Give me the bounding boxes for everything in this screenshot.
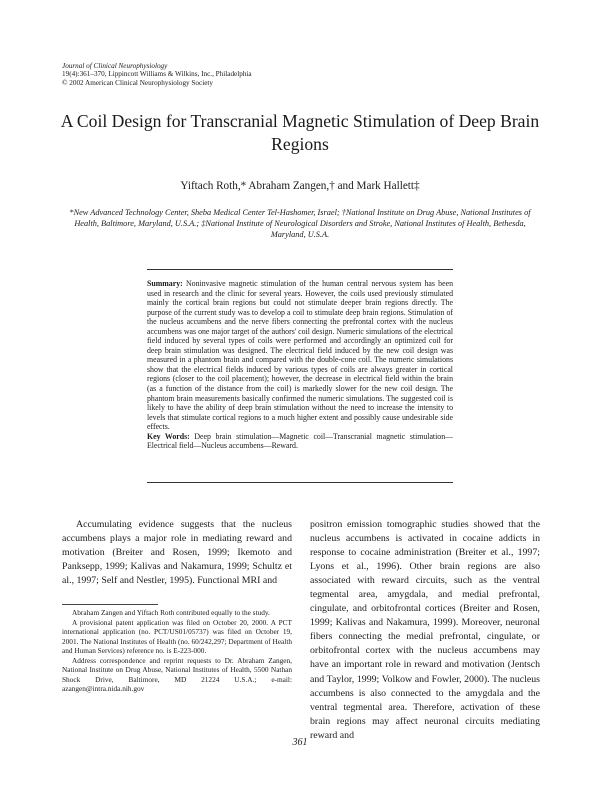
footnote-rule — [62, 604, 158, 605]
body-right-column — [310, 518, 540, 743]
keywords-label: Key Words: — [147, 431, 190, 441]
footnote-2: A provisional patent application was filed on October 20, 2000. A PCT international application (no. PCT/US01/05737) was filed on October 19, 2001. The National Institutes of Health (no. 60/242,297; Department of Health and Human Services) reference no. is E-223-000. — [62, 617, 292, 655]
abstract-summary — [147, 279, 453, 432]
page-number: 361 — [292, 737, 308, 748]
article-title: A Coil Design for Transcranial Magnetic Stimulation of Deep Brain Regions — [60, 111, 540, 154]
journal-name: Journal of Clinical Neurophysiology — [62, 62, 168, 70]
keywords-text: Deep brain stimulation—Magnetic coil—Transcranial magnetic stimulation—Electrical field—Nucleus accumbens—Reward. — [147, 431, 453, 451]
intro-paragraph-left: Accumulating evidence suggests that the nucleus accumbens plays a major role in mediating reward and motivation (Breiter and Rosen, 1999; Ikemoto and Panksepp, 1999; Kalivas and Nakamura, 1999; Schultz et al., 1997; Self and Nestler, 1995). Functional MRI and — [62, 519, 292, 587]
journal-copyright: © 2002 American Clinical Neurophysiology Society — [62, 78, 213, 87]
footnote-3: Address correspondence and reprint requests to Dr. Abraham Zangen, National Institute on Drug Abuse, National Institutes of Health, 5500 Nathan Shock Drive, Baltimore, MD 21224 U.S.A.; e-mail: azangen@intra.nida.nih.gov — [62, 655, 292, 693]
article-authors: Yiftach Roth,* Abraham Zangen,† and Mark Hallett‡ — [180, 180, 420, 192]
abstract-block — [147, 279, 453, 451]
summary-text: Noninvasive magnetic stimulation of the human central nervous system has been used in research and the clinic for several years. However, the coils used previously stimulated mainly the cortical brain regions but could not stimulate deeper brain regions directly. The purpose of the current study was to develop a coil to stimulate deep brain regions. Stimulation of the nucleus accumbens and the nerve fibers connecting the prefrontal cortex with the nucleus accumbens was one major target of the authors' coil design. Numeric simulations of the electrical field induced by several types of coils were performed and accordingly an optimized coil for deep brain stimulation was designed. The electrical field induced by the new coil design was measured in a phantom brain and compared with the double-cone coil. The numeric simulations show that the electrical fields induced by various types of coils are always greater in cortical regions (closer to the coil placement); however, the decrease in electrical field within the brain (as a function of the distance from the coil) is markedly slower for the new coil design. The phantom brain measurements basically confirmed the numeric simulations. The suggested coil is likely to have the ability of deep brain stimulation without the need to increase the intensity to levels that stimulate cortical regions to a much higher extent and possibly cause undesirable side effects. — [147, 279, 453, 432]
abstract-top-rule — [147, 269, 453, 270]
footnote-1: Abraham Zangen and Yiftach Roth contributed equally to the study. — [72, 608, 270, 617]
abstract-bottom-rule — [147, 482, 453, 483]
author-affiliations: *New Advanced Technology Center, Sheba Medical Center Tel-Hashomer, Israel; †National Institute on Drug Abuse, National Institutes of Health, Baltimore, Maryland, U.S.A.; ‡National Institute of Neurological Disorders and Stroke, National Institutes of Health, Bethesda, Maryland, U.S.A. — [69, 208, 531, 239]
footnotes — [62, 608, 292, 694]
abstract-keywords — [147, 432, 453, 451]
body-left-column — [62, 518, 292, 588]
summary-label: Summary: — [147, 279, 183, 288]
journal-citation: 19(4):361–370, Lippincott Williams & Wilkins, Inc., Philadelphia — [62, 70, 252, 79]
journal-header — [62, 62, 252, 87]
intro-paragraph-right: positron emission tomographic studies showed that the nucleus accumbens is activated in cocaine addicts in response to cocaine administration (Breiter et al., 1997; Lyons et al., 1996). Other brain regions are also associated with reward circuits, such as the ventral tegmental area, amygdala, and medial prefrontal, cingulate, and orbitofrontal cortices (Breiter and Rosen, 1999; Kalivas and Nakamura, 1999). Moreover, neuronal fibers connecting the medial prefrontal, cingulate, or orbitofrontal cortex with the nucleus accumbens may have an important role in reward and motivation (Jentsch and Taylor, 1999; Volkow and Fowler, 2000). The nucleus accumbens is also connected to the amygdala and the ventral tegmental area. Therefore, activation of these brain regions may affect neuronal circuits mediating reward and — [310, 519, 540, 741]
